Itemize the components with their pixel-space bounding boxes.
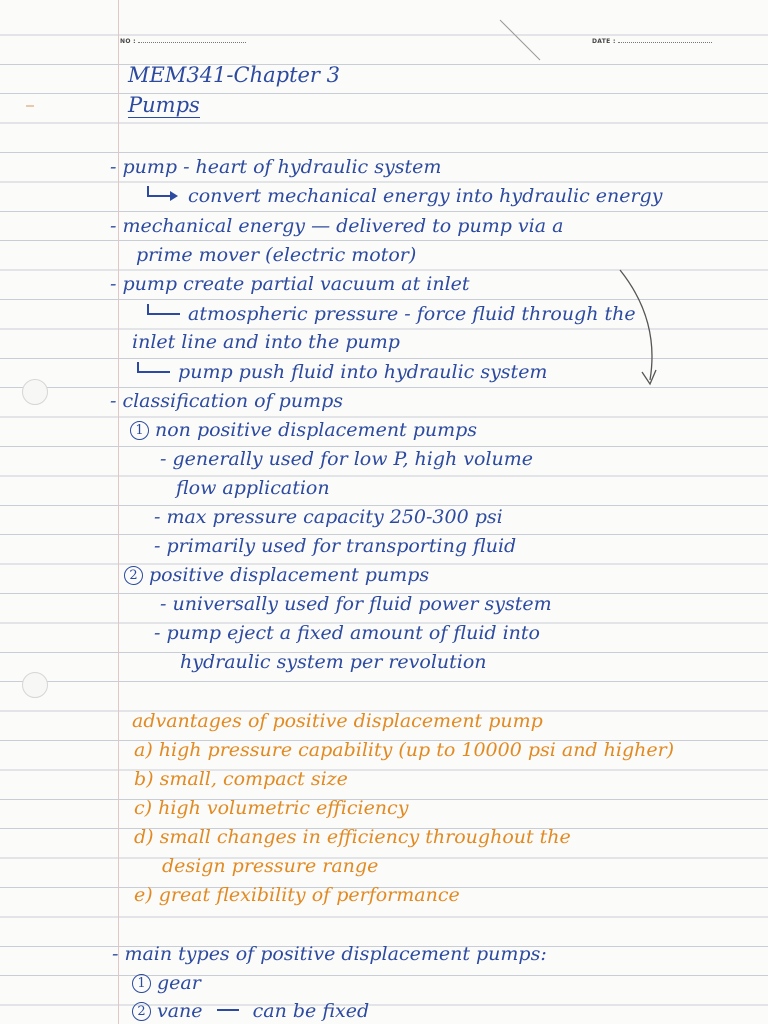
page-title: MEM341-Chapter 3: [128, 63, 341, 87]
binder-hole-bottom: [22, 672, 48, 698]
note-line: - primarily used for transporting fluid: [154, 535, 517, 557]
note-line: [146, 302, 636, 325]
number-circle-icon: 2: [124, 566, 143, 585]
bracket-mark: [217, 1009, 239, 1011]
note-text: convert mechanical energy into hydraulic energy: [188, 185, 663, 207]
note-text: atmospheric pressure - force fluid through the: [188, 303, 636, 325]
note-line: - universally used for fluid power system: [160, 593, 552, 615]
note-line: - pump eject a fixed amount of fluid into: [154, 622, 540, 644]
note-line: [136, 360, 547, 383]
note-line: hydraulic system per revolution: [180, 651, 487, 673]
note-line: - generally used for low P, high volume: [160, 448, 534, 470]
advantage-item: c) high volumetric efficiency: [134, 797, 409, 819]
advantage-item: b) small, compact size: [134, 768, 348, 790]
note-line: [146, 184, 662, 207]
note-line: - max pressure capacity 250-300 psi: [154, 506, 503, 528]
advantages-heading: advantages of positive displacement pump: [132, 710, 543, 732]
branch-line-icon: [146, 302, 182, 322]
advantage-item: a) high pressure capability (up to 10000 psi and higher): [134, 739, 675, 761]
number-circle-icon: 1: [130, 421, 149, 440]
note-text: positive displacement pumps: [149, 564, 430, 586]
margin-line: [118, 0, 119, 1024]
note-line: - mechanical energy — delivered to pump via a: [110, 215, 564, 237]
margin-mark: [26, 105, 34, 107]
note-line: - pump - heart of hydraulic system: [110, 156, 442, 178]
no-field: [120, 38, 246, 45]
note-line: - classification of pumps: [110, 390, 343, 412]
advantage-item: e) great flexibility of performance: [134, 884, 460, 906]
branch-line-icon: [136, 360, 172, 380]
binder-hole-top: [22, 379, 48, 405]
note-text: can be fixed: [252, 1000, 370, 1022]
no-label: NO :: [120, 38, 136, 45]
note-line: [132, 1000, 369, 1022]
arrow-icon: [146, 184, 182, 204]
page-subtitle: [128, 94, 200, 116]
advantage-item: d) small changes in efficiency throughout the: [134, 826, 571, 848]
note-line: [124, 564, 429, 586]
note-text: non positive displacement pumps: [155, 419, 478, 441]
note-text: gear: [157, 972, 201, 994]
note-line: [132, 972, 201, 994]
date-field: [592, 38, 712, 45]
advantage-item: design pressure range: [162, 855, 379, 877]
number-circle-icon: 1: [132, 974, 151, 993]
note-line: inlet line and into the pump: [132, 331, 400, 353]
note-line: - pump create partial vacuum at inlet: [110, 273, 470, 295]
note-line: - main types of positive displacement pumps:: [112, 943, 547, 965]
note-text: vane: [157, 1000, 203, 1022]
note-line: [130, 419, 477, 441]
note-line: flow application: [176, 477, 330, 499]
number-circle-icon: 2: [132, 1002, 151, 1021]
note-line: prime mover (electric motor): [136, 244, 417, 266]
note-text: pump push fluid into hydraulic system: [178, 361, 548, 383]
subtitle-text: Pumps: [128, 93, 200, 117]
date-label: DATE :: [592, 38, 616, 45]
